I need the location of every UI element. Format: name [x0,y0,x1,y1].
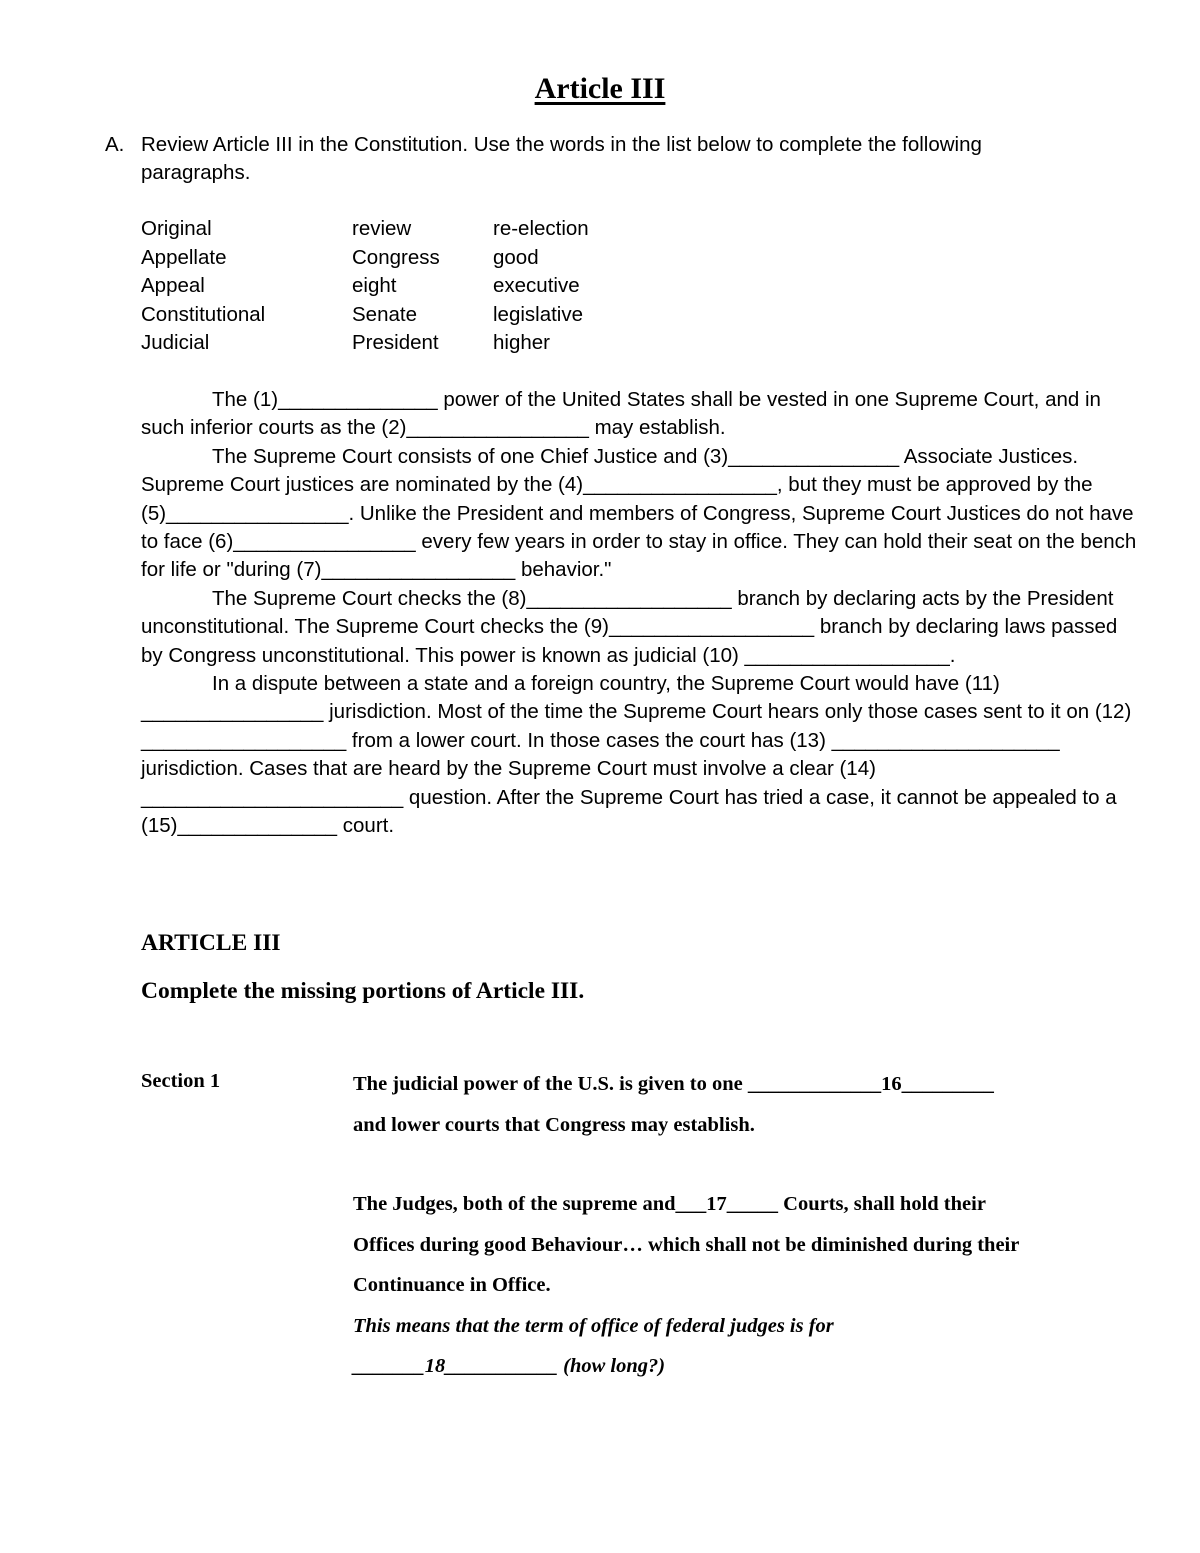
paragraph-jurisdiction: In a dispute between a state and a foreign country, the Supreme Court would have (11) ________________ jurisdiction. Most of the time the Supreme Court hears only those cases sent to it on (12) __________________ from a lower court. In those cases the court has (13) ____________________ jurisdiction. Cases that are heard by the Supreme Court must involve a clear (14) _______________________ question. After the Supreme Court has tried a case, it cannot be appealed to a (15)______________ court. [141,672,1132,838]
word-bank-row [141,329,589,358]
paragraph-justices: The Supreme Court consists of one Chief Justice and (3)_______________ Associate Justices. Supreme Court justices are nominated by the (4)_________________, but they must be approved by the (5)________________. Unlike the President and members of Congress, Supreme Court Justices do not have to face (6)________________ every few years in order to stay in office. They can hold their seat on the bench for life or "during (7)_________________ behavior." [141,444,1137,582]
word-bank-word: Appeal [141,274,205,298]
section-1-text [353,1064,1133,1145]
instructions-letter: A. [105,133,125,156]
word-bank-word: Original [141,217,212,240]
section-line: Offices during good Behaviour… which shall not be diminished during their [353,1233,1020,1256]
word-bank-row [141,215,589,244]
word-bank-word: higher [493,331,550,355]
section-label: Section 1 [141,1070,221,1092]
instructions-text: Review Article III in the Constitution. Use the words in the list below to complete the following paragraphs. [141,133,982,184]
word-bank-word: President [352,331,439,355]
word-bank-word: executive [493,274,580,298]
word-bank-word: Senate [352,302,417,326]
part2-heading: ARTICLE III [141,930,281,956]
section-line: and lower courts that Congress may establish. [353,1113,755,1136]
word-bank-word: review [352,217,412,240]
word-bank-word: re-election [493,217,589,240]
word-bank [141,215,589,358]
word-bank-row [141,272,589,301]
section-italic-line: _______18___________ (how long?) [353,1355,666,1377]
word-bank-word: Congress [352,245,440,269]
fill-in-paragraphs [141,386,1141,841]
section-line: The Judges, both of the supreme and___17_____ Courts, shall hold their [353,1193,986,1215]
paragraph-checks: The Supreme Court checks the (8)__________________ branch by declaring acts by the President unconstitutional. The Supreme Court checks the (9)__________________ branch by declaring laws passed by Congress unconstitutional. This power is known as judicial (10) __________________. [141,586,1118,667]
word-bank-word: eight [352,274,397,298]
paragraph-judicial-power: The (1)______________ power of the United States shall be vested in one Supreme Court, and in such inferior courts as the (2)________________ may establish. [141,388,1101,440]
part2-subheading: Complete the missing portions of Article III. [141,978,585,1004]
section-italic-line: This means that the term of office of federal judges is for [353,1314,834,1337]
word-bank-word: legislative [493,302,584,326]
word-bank-word: Appellate [141,245,227,269]
word-bank-row [141,244,589,273]
word-bank-row [141,301,589,330]
word-bank-word: Constitutional [141,302,266,326]
section-line: Continuance in Office. [353,1274,551,1296]
word-bank-word: Judicial [141,331,210,355]
page-title: Article III [534,72,666,105]
instructions [105,131,1065,187]
section-1-judges-text [353,1184,1133,1387]
word-bank-word: good [493,245,539,269]
section-line: The judicial power of the U.S. is given to one _____________16_________ [353,1073,994,1095]
